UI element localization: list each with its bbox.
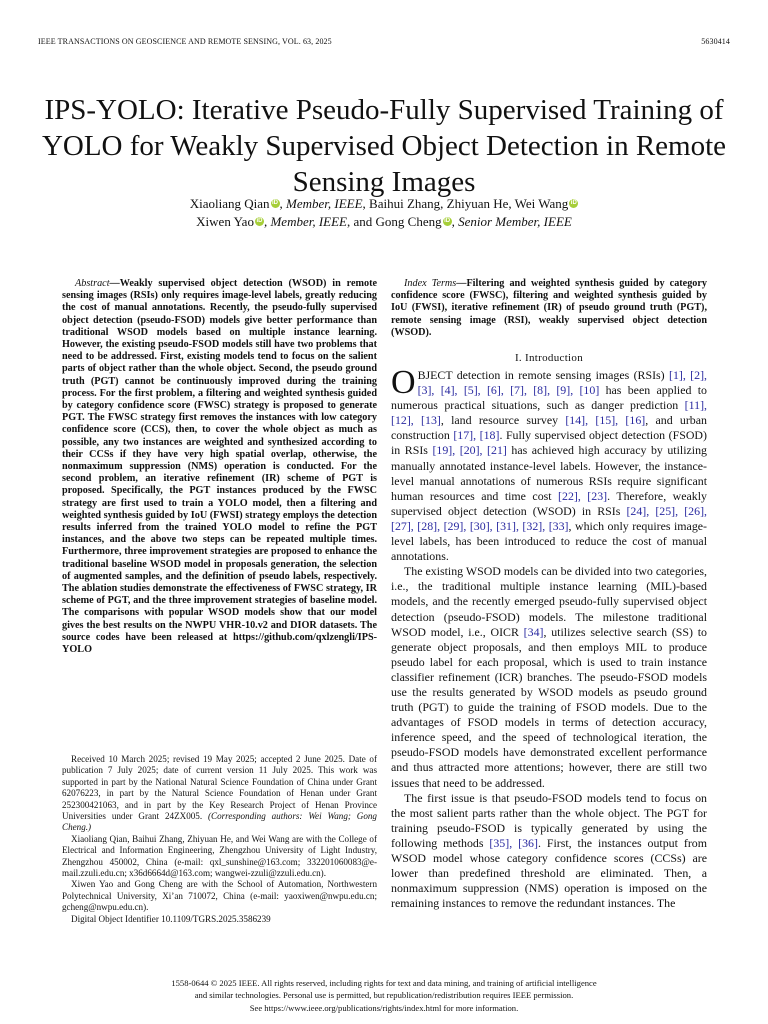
intro-text: , utilizes selective search (SS) to generate object proposals, and then employs MIL to produce pseudo label for each proposal, which is used to train instance classifier refinement (ICR) branches. The pseudo-FSOD models use the results generated by WSOD models as pseudo ground truth (PGT) to guide the training of FSOD models. Due to the advantages of FSOD models in terms of detection accuracy, inference speed, and the speed of technological iteration, the pseudo-FSOD models have demonstrated excellent performance and thus attracted more attentions; however, there are still two issues that need to be addressed. bbox=[391, 624, 707, 790]
citation-link[interactable]: [1], [2], [3], [4], [5], [6], [7], [8], [9], [10] bbox=[417, 368, 707, 398]
copyright-line: See https://www.ieee.org/publications/rights/index.html for more information. bbox=[249, 1002, 519, 1013]
intro-text: . First, the instances output from WSOD model whose category confidence scores (CCSs) are lower than predefined threshold are eliminated. Then, a nonmaximum suppression (NMS) operation is imposed on the remaining instances to remove the redundant instances. The bbox=[391, 835, 707, 911]
author-names: , Baihui Zhang, Zhiyuan He, Wei Wang bbox=[362, 196, 569, 211]
intro-text: , and urban construction bbox=[391, 413, 707, 443]
citation-link[interactable]: [19], [20], [21] bbox=[432, 443, 507, 458]
citation-link[interactable]: [24], [25], [26], [27], [28], [29], [30], [31], [32], [33] bbox=[391, 503, 707, 533]
intro-paragraph bbox=[391, 564, 707, 790]
footnote-affiliation-1: Xiaoliang Qian, Baihui Zhang, Zhiyuan He, and Wei Wang are with the College of Electrical and Information Engineering, Zhengzhou University of Light Industry, Zhengzhou 450002, China (e-mail: qxl_sunshine@163.com; 332201060083@e-mail.zzuli.edu.cn; x36d6664d@163.com; wangwei-zzuli@zzuli.edu.cn). bbox=[62, 833, 377, 879]
abstract-label: Abstract bbox=[75, 278, 110, 289]
footnote bbox=[62, 754, 377, 925]
copyright-line: 1558-0644 © 2025 IEEE. All rights reserved, including rights for text and data mining, and training of artificial intelligence bbox=[171, 978, 597, 988]
author-list bbox=[60, 195, 708, 231]
drop-cap: O bbox=[391, 364, 416, 401]
page-number: 5630414 bbox=[701, 37, 730, 46]
index-terms-text: Filtering and weighted synthesis guided by category confidence score (FWSC), filtering and weighted synthesis guided by IoU (FWSI), iterative refinement (IR) of pseudo ground truth (PGT), remote sensing image (RSI), weakly supervised object detection (WSOD). bbox=[391, 278, 707, 338]
intro-text: . Therefore, weakly supervised object detection (WSOD) in RSIs bbox=[391, 488, 707, 518]
intro-text: has been applied to numerous practical situations, such as danger prediction bbox=[391, 383, 707, 413]
author-role: , Member, IEEE bbox=[263, 214, 347, 229]
footnote-text: Received 10 March 2025; revised 19 May 2025; accepted 2 June 2025. Date of publication 7 July 2025; date of current version 11 July 2025. This work was supported in part by the National Natural Science Foundation of China under Grant 62076223, in part by the Natural Science Foundation of Henan under Grant 252300421063, and in part by the Key Research Project of Henan Province Universities under Grant 24ZX005. bbox=[62, 754, 377, 822]
copyright-line: and similar technologies. Personal use is permitted, but republication/redistribution requires IEEE permission. bbox=[194, 990, 574, 1001]
orcid-icon[interactable]: iD bbox=[444, 218, 451, 224]
intro-text: , which only requires image-level labels, has been introduced to reduce the cost of manual annotations. bbox=[391, 518, 707, 564]
intro-text: . Fully supervised object detection (FSOD) in RSIs bbox=[391, 428, 707, 458]
abstract bbox=[62, 278, 377, 656]
author-role: , Member, IEEE bbox=[279, 196, 363, 211]
abstract-text: Weakly supervised object detection (WSOD) in remote sensing images (RSIs) only requires image-level labels, greatly reducing the cost of manual annotations. Recently, the pseudo-fully supervised object detection (pseudo-FSOD) models give better performance than traditional WSOD models based on multiple instance learning. However, the existing pseudo-FSOD models still have two problems that need to be addressed. First, existing models tend to focus on the salient parts of object rather than the whole object. Second, the pseudo ground truth (PGT) cannot be continuously improved during the training process. For the first problem, a filtering and weighted synthesis guided by category confidence score (FWSC) strategy is proposed to generate PGT. The FWSC strategy first removes the instances with low category confidence score (CCS), then, to cover the whole object as much as possible, any two instances are weighted and synthesized according to their CCSs if they have very high spatial overlap, otherwise, the nonmaximum suppression (NMS) operation is conducted. For the second problem, an iterative refinement (IR) scheme of PGT is proposed. Specifically, the PGT instances produced by the FWSC strategy are first used to train a YOLO model, then a filtering and weighted synthesis guided by IoU (FWSI) strategy employs the detection results inferred from the trained YOLO model to refine the PGT instances, and the above two steps can be repeated multiple times. Furthermore, three improvement strategies are proposed to enhance the traditional baseline WSOD model in proposals generation, the selection of augmented samples, and the definition of pseudo labels, respectively. The ablation studies demonstrate the effectiveness of FWSC strategy, IR scheme of PGT, and the three improvement strategies of baseline model. The comparisons with popular WSOD models show that our model gives the best results on the NWPU VHR-10.v2 and DIOR datasets. The source codes have been released at https://github.com/qxlzengli/IPS-YOLO bbox=[62, 278, 377, 656]
intro-text: The existing WSOD models can be divided into two categories, i.e., the traditional multiple instance learning (MIL)-based models, and the recently emerged pseudo-fully supervised object detection (pseudo-FSOD) models. The milestone traditional WSOD model, i.e., OICR bbox=[391, 564, 707, 639]
journal-name: IEEE TRANSACTIONS ON GEOSCIENCE AND REMOTE SENSING, VOL. 63, 2025 bbox=[38, 37, 332, 46]
author-role: , Senior Member, IEEE bbox=[451, 214, 572, 229]
citation-link[interactable]: [34] bbox=[523, 624, 544, 639]
citation-link[interactable]: [14], [15], [16] bbox=[565, 413, 646, 428]
citation-link[interactable]: [22], [23] bbox=[558, 488, 608, 503]
intro-text: The first issue is that pseudo-FSOD models tend to focus on the most salient parts rather than the whole object. The PGT for training pseudo-FSOD is typically generated by using the following methods bbox=[391, 790, 707, 850]
intro-text: , land resource survey bbox=[440, 413, 566, 428]
running-head bbox=[38, 37, 730, 46]
corresponding-authors: (Corresponding authors: Wei Wang; Gong Cheng.) bbox=[62, 811, 377, 833]
copyright-notice bbox=[40, 977, 728, 1014]
citation-link[interactable]: [17], [18] bbox=[453, 428, 500, 443]
author-name: Xiaoliang Qian bbox=[189, 196, 270, 211]
author-names: , and Gong Cheng bbox=[347, 214, 442, 229]
intro-text: BJECT detection in remote sensing images (RSIs) bbox=[417, 368, 669, 382]
intro-paragraph bbox=[391, 364, 707, 564]
footnote-affiliation-2: Xiwen Yao and Gong Cheng are with the School of Automation, Northwestern Polytechnical University, Xi’an 710072, China (e-mail: yaoxiwen@nwpu.edu.cn; gcheng@nwpu.edu.cn). bbox=[62, 879, 377, 913]
index-terms-dash: — bbox=[456, 278, 467, 289]
footnote-doi: Digital Object Identifier 10.1109/TGRS.2025.3586239 bbox=[71, 913, 271, 924]
orcid-icon[interactable]: iD bbox=[256, 218, 263, 224]
orcid-icon[interactable]: iD bbox=[272, 200, 278, 206]
index-terms bbox=[391, 278, 707, 339]
author-name: Xiwen Yao bbox=[196, 214, 254, 229]
orcid-icon[interactable]: iD bbox=[570, 200, 577, 206]
section-title: I. Introduction bbox=[514, 352, 584, 364]
index-terms-label: Index Terms bbox=[404, 278, 457, 289]
citation-link[interactable]: [11], [12], [13] bbox=[391, 398, 707, 428]
intro-text: has achieved high accuracy by utilizing manually annotated instance-level labels. However, the instance-level manual annotations of numerous RSIs require significant human resources and time cost bbox=[391, 443, 707, 503]
footnote-received bbox=[62, 754, 377, 834]
introduction-body bbox=[391, 364, 707, 911]
intro-paragraph bbox=[391, 791, 707, 912]
paper-title: IPS-YOLO: Iterative Pseudo-Fully Supervised Training of YOLO for Weakly Supervised Object Detection in Remote Sensing Images bbox=[41, 94, 727, 199]
abstract-dash: — bbox=[109, 278, 120, 289]
citation-link[interactable]: [35], [36] bbox=[489, 835, 538, 850]
